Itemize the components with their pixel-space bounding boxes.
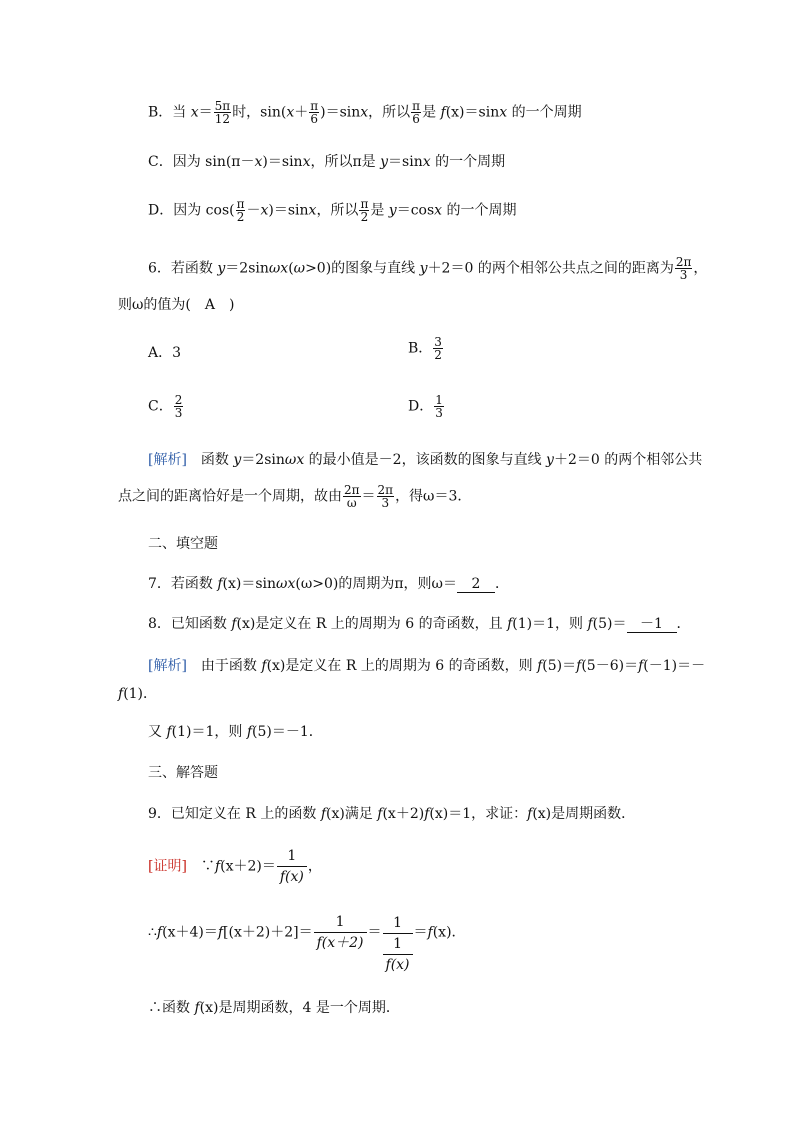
q6-stem: 6．若函数 y＝2sinωx(ω>0)的图象与直线 y＋2＝0 的两个相邻公共点之间的距离为 $\frac{2\pi}{3}$ ，	[148, 255, 708, 282]
proof-tag: [证明]	[148, 858, 187, 875]
q5-option-b: B．当 x＝ $\frac{5\pi}{12}$ 时，sin(x＋ $\frac{\pi}{6}$ )＝sinx，所以 $\frac{\pi}{6}$ 是 f(x)＝sinx 的一个周期	[148, 99, 582, 126]
fraction: $\frac{2}{3}$	[174, 393, 183, 420]
section-heading: 二、填空题	[148, 536, 218, 552]
q5-option-d: D．因为 cos( $\frac{\pi}{2}$ －x)＝sinx，所以 $\frac{\pi}{2}$ 是 y＝cosx 的一个周期	[148, 197, 517, 224]
fraction: $\frac{1}{f(x)}$	[277, 846, 307, 887]
q8-analysis-line3: 又 f(1)＝1，则 f(5)＝－1．	[148, 724, 323, 740]
q9: 9．已知定义在 R 上的函数 f(x)满足 f(x＋2)f(x)＝1，求证：f(x)是周期函数．	[148, 806, 636, 822]
fraction: $\frac{2\pi}{\omega}$	[344, 483, 360, 510]
section-heading: 三、解答题	[148, 765, 218, 781]
fraction: $\frac{1}{3}$	[435, 393, 443, 420]
q6-option-c: C． $\frac{2}{3}$	[148, 393, 183, 420]
answer-blank: －1	[627, 616, 677, 633]
q8-analysis: [解析] 由于函数 f(x)是定义在 R 上的周期为 6 的奇函数，则 f(5)＝f(5－6)＝f(－1)＝－	[148, 658, 706, 674]
q6-stem-line2: 则ω的值为( A )	[118, 297, 235, 313]
q6-option-a: A．3	[148, 345, 182, 361]
q5-option-c: C．因为 sin(π－x)＝sinx，所以π是 y＝sinx 的一个周期	[148, 154, 506, 170]
q8-analysis-line2: f(1)．	[118, 686, 158, 702]
analysis-tag: [解析]	[148, 658, 187, 674]
analysis-tag: [解析]	[148, 452, 187, 468]
fraction: $\frac{2\pi}{3}$	[675, 255, 692, 282]
q8: 8．已知函数 f(x)是定义在 R 上的周期为 6 的奇函数，且 f(1)＝1，则 f(5)＝ －1 ．	[148, 616, 691, 632]
fraction: $\frac{\pi}{2}$	[236, 197, 245, 224]
q6-analysis: [解析] 函数 y＝2sinωx 的最小值是－2，该函数的图象与直线 y＋2＝0 的两个相邻公共	[148, 452, 703, 468]
q6-option-b: B． $\frac{3}{2}$	[408, 335, 442, 362]
compound-fraction: $\frac{1}{\frac{1}{f(x)}}$	[383, 913, 413, 975]
q9-proof-line3: ∴函数 f(x)是周期函数，4 是一个周期．	[148, 1000, 400, 1016]
answer-blank: 2	[457, 576, 495, 593]
fraction: $\frac{\pi}{6}$	[310, 99, 319, 126]
fraction: $\frac{1}{f(x+2)}$	[314, 912, 367, 953]
fraction: $\frac{\pi}{6}$	[412, 99, 421, 126]
fraction: $\frac{\pi}{2}$	[360, 197, 369, 224]
q6-analysis-line2: 点之间的距离恰好是一个周期，故由 $\frac{2\pi}{\omega}$ ＝ $\frac{2\pi}{3}$ ，得ω＝3．	[118, 483, 472, 510]
q9-proof-line1: [证明] ∵f(x＋2)＝ $\frac{1}{f(x)}$ ，	[148, 848, 322, 885]
fraction: $\frac{3}{2}$	[434, 335, 442, 362]
fraction: $\frac{5\pi}{12}$	[214, 99, 231, 126]
q7: 7．若函数 f(x)＝sinωx(ω>0)的周期为π，则ω＝ 2 ．	[148, 576, 509, 592]
q9-proof-line2: ∴f(x＋4)＝f[(x＋2)＋2]＝ $\frac{1}{f(x+2)}$ ＝ $\frac{1}{\frac{1}{f(x)}}$ ＝f(x)．	[148, 914, 466, 973]
fraction: $\frac{2\pi}{3}$	[377, 483, 394, 510]
q6-option-d: D． $\frac{1}{3}$	[408, 393, 443, 420]
